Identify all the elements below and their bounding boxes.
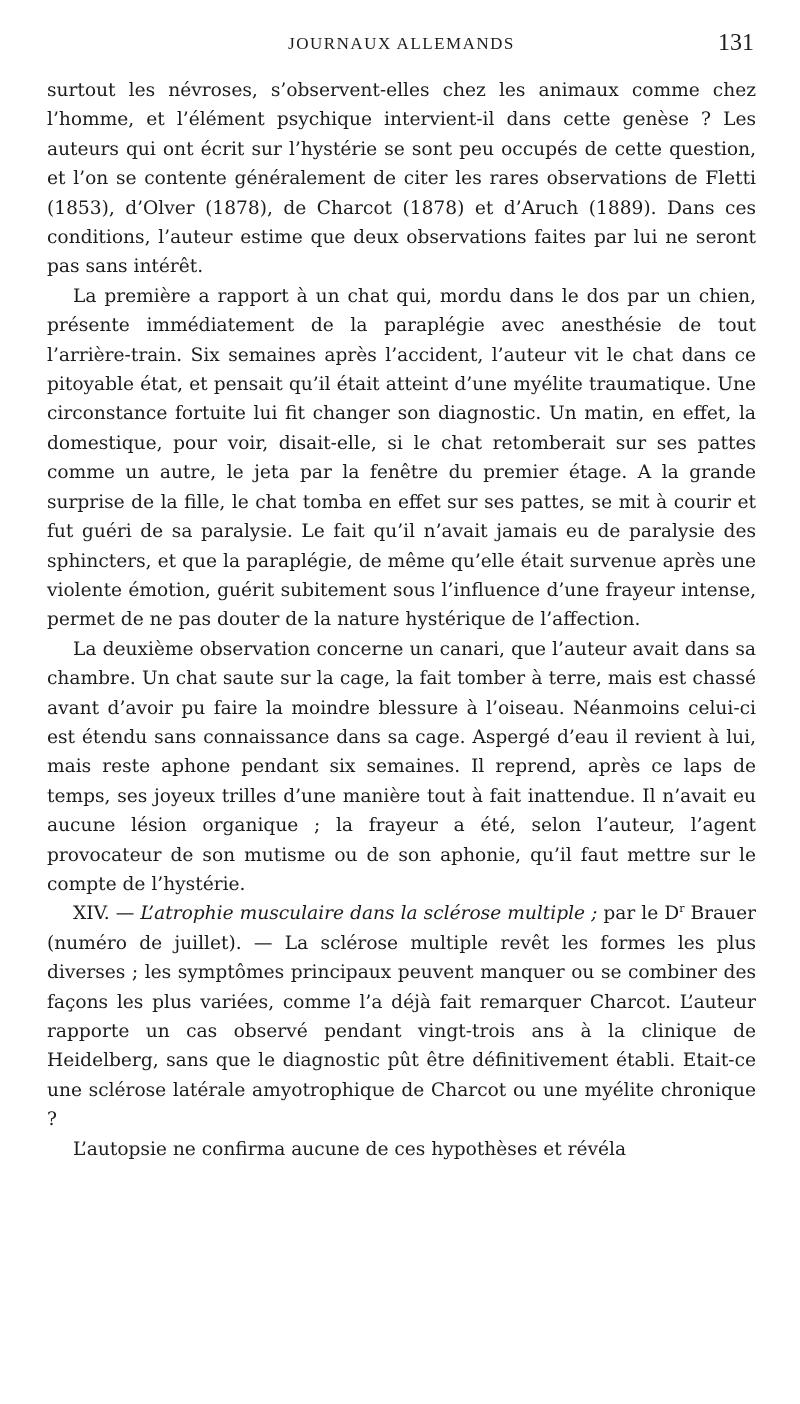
section-number: XIV. — xyxy=(73,903,141,925)
paragraph-5: L’autopsie ne confirma aucune de ces hypothèses et révéla xyxy=(73,1138,627,1160)
running-head: JOURNAUX ALLEMANDS xyxy=(288,34,515,53)
page-number: 131 xyxy=(718,30,754,56)
body-text xyxy=(47,76,756,1164)
paragraph-3: La deuxième observation concerne un canari, que l’auteur avait dans sa chambre. Un chat saute sur la cage, la fait tomber à terre, mais est chassé avant d’avoir pu faire la moindre blessure à l’oiseau. Néanmoins celui-ci est étendu sans connaissance dans sa cage. Aspergé d’eau il revient à lui, mais reste aphone pendant six semaines. Il reprend, après ce laps de temps, ses joyeux trilles d’une manière tout à fait inattendue. Il n’avait eu aucune lésion organique ; la frayeur a été, selon l’auteur, l’agent provocateur de son mutisme ou de son aphonie, qu’il faut mettre sur le compte de l’hystérie. xyxy=(47,638,756,895)
section-title: L’atrophie musculaire dans la sclérose multiple ; xyxy=(140,903,598,925)
doctor-superscript: r xyxy=(679,902,685,916)
paragraph-1: surtout les névroses, s’observent-elles chez les animaux comme chez l’homme, et l’élément psychique intervient-il dans cette genèse ? Les auteurs qui ont écrit sur l’hystérie se sont peu occupés de cette question, et l’on se contente généralement de citer les rares observations de Fletti (1853), d’Olver (1878), de Charcot (1878) et d’Aruch (1889). Dans ces conditions, l’auteur estime que deux observations faites par lui ne seront pas sans intérêt. xyxy=(47,80,756,278)
paragraph-4-body: Brauer (numéro de juillet). — La sclérose multiple revêt les formes les plus diverses ; les symptômes principaux peuvent manquer ou se combiner des façons les plus variées, comme l’a déjà fait remarquer Charcot. L’auteur rapporte un cas observé pendant vingt-trois ans à la clinique de Heidelberg, sans que le diagnostic pût être définitivement établi. Etait-ce une sclérose latérale amyotrophique de Charcot ou une myélite chronique ? xyxy=(47,903,756,1131)
paragraph-4 xyxy=(47,899,756,1134)
page-header xyxy=(47,30,756,62)
author-prefix: par le D xyxy=(597,903,680,925)
paragraph-2: La première a rapport à un chat qui, mordu dans le dos par un chien, présente immédiatement de la paraplégie avec anesthésie de tout l’arrière-train. Six semaines après l’accident, l’auteur vit le chat dans ce pitoyable état, et pensait qu’il était atteint d’une myélite traumatique. Une circonstance fortuite lui fit changer son diagnostic. Un matin, en effet, la domestique, pour voir, disait-elle, si le chat retomberait sur ses pattes comme un autre, le jeta par la fenêtre du premier étage. A la grande surprise de la fille, le chat tomba en effet sur ses pattes, se mit à courir et fut guéri de sa paralysie. Le fait qu’il n’avait jamais eu de paralysie des sphincters, et que la paraplégie, de même qu’elle était survenue après une violente émotion, guérit subitement sous l’influence d’une frayeur intense, permet de ne pas douter de la nature hystérique de l’affection. xyxy=(47,285,756,631)
